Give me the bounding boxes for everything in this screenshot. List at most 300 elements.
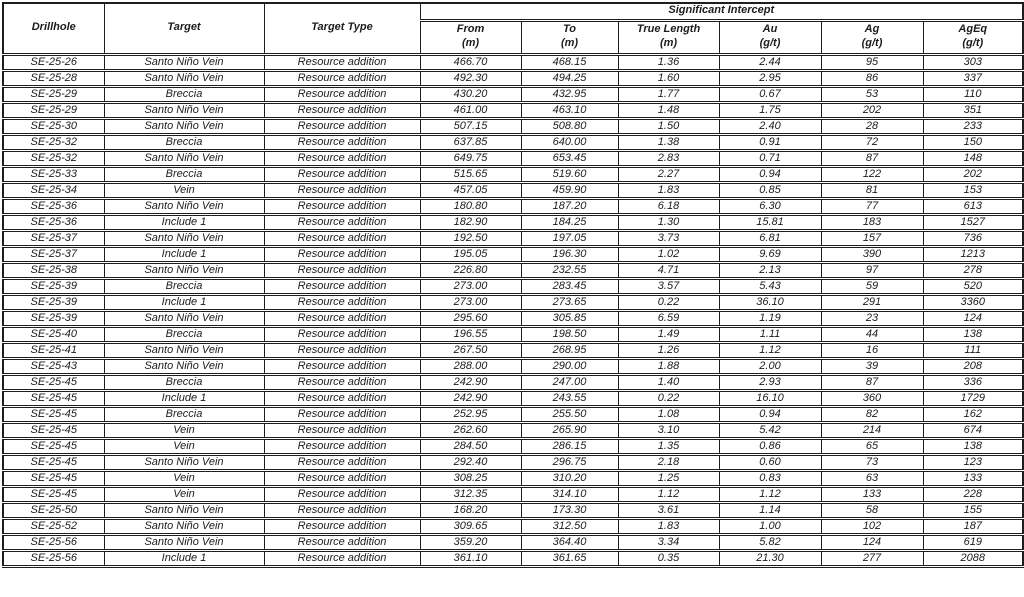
target-type-cell: Resource addition	[264, 486, 420, 502]
drillhole-cell: SE-25-40	[3, 326, 104, 342]
target-cell: Santo Niño Vein	[104, 454, 264, 470]
true-length-cell: 2.18	[618, 454, 719, 470]
drillhole-cell: SE-25-45	[3, 470, 104, 486]
table-row	[3, 102, 1023, 118]
drillhole-cell: SE-25-50	[3, 502, 104, 518]
ag-cell: 28	[821, 118, 923, 134]
target-type-cell: Resource addition	[264, 214, 420, 230]
to-cell: 312.50	[521, 518, 618, 534]
target-type-cell: Resource addition	[264, 70, 420, 86]
from-cell: 312.35	[420, 486, 521, 502]
target-cell: Include 1	[104, 214, 264, 230]
target-cell: Santo Niño Vein	[104, 310, 264, 326]
target-type-cell: Resource addition	[264, 86, 420, 102]
true-length-cell: 1.08	[618, 406, 719, 422]
ag-cell: 157	[821, 230, 923, 246]
true-length-cell: 1.02	[618, 246, 719, 262]
column-header-ageq-label: AgEq	[958, 23, 988, 36]
significant-intercepts-table	[2, 2, 1024, 568]
au-cell: 2.00	[719, 358, 821, 374]
table-row	[3, 214, 1023, 230]
from-cell: 252.95	[420, 406, 521, 422]
target-cell: Santo Niño Vein	[104, 534, 264, 550]
column-header-from	[420, 20, 521, 54]
drillhole-cell: SE-25-45	[3, 390, 104, 406]
column-header-true-length-label: True Length	[636, 23, 701, 36]
ageq-cell: 138	[923, 326, 1023, 342]
table-row	[3, 230, 1023, 246]
ageq-cell: 674	[923, 422, 1023, 438]
true-length-cell: 3.73	[618, 230, 719, 246]
ag-cell: 360	[821, 390, 923, 406]
target-type-cell: Resource addition	[264, 134, 420, 150]
ageq-cell: 303	[923, 54, 1023, 70]
ageq-cell: 336	[923, 374, 1023, 390]
to-cell: 198.50	[521, 326, 618, 342]
ageq-cell: 153	[923, 182, 1023, 198]
to-cell: 243.55	[521, 390, 618, 406]
table-row	[3, 278, 1023, 294]
ageq-cell: 233	[923, 118, 1023, 134]
ageq-cell: 124	[923, 310, 1023, 326]
drillhole-cell: SE-25-52	[3, 518, 104, 534]
drillhole-cell: SE-25-45	[3, 438, 104, 454]
true-length-cell: 6.59	[618, 310, 719, 326]
drillhole-cell: SE-25-38	[3, 262, 104, 278]
from-cell: 242.90	[420, 390, 521, 406]
target-cell: Breccia	[104, 406, 264, 422]
drillhole-cell: SE-25-45	[3, 422, 104, 438]
true-length-cell: 1.12	[618, 486, 719, 502]
true-length-cell: 2.83	[618, 150, 719, 166]
true-length-cell: 1.49	[618, 326, 719, 342]
table-row	[3, 374, 1023, 390]
ageq-cell: 1527	[923, 214, 1023, 230]
drillhole-cell: SE-25-34	[3, 182, 104, 198]
table-row	[3, 342, 1023, 358]
ageq-cell: 110	[923, 86, 1023, 102]
table-row	[3, 406, 1023, 422]
ag-cell: 102	[821, 518, 923, 534]
table-row	[3, 182, 1023, 198]
target-type-cell: Resource addition	[264, 438, 420, 454]
target-type-cell: Resource addition	[264, 230, 420, 246]
au-cell: 5.43	[719, 278, 821, 294]
ageq-cell: 278	[923, 262, 1023, 278]
drillhole-cell: SE-25-56	[3, 534, 104, 550]
from-cell: 192.50	[420, 230, 521, 246]
ageq-cell: 1729	[923, 390, 1023, 406]
table-row	[3, 294, 1023, 310]
from-cell: 196.55	[420, 326, 521, 342]
from-cell: 466.70	[420, 54, 521, 70]
true-length-cell: 0.22	[618, 390, 719, 406]
to-cell: 361.65	[521, 550, 618, 566]
column-header-ag	[821, 20, 923, 54]
au-cell: 2.95	[719, 70, 821, 86]
target-type-cell: Resource addition	[264, 310, 420, 326]
au-cell: 0.60	[719, 454, 821, 470]
target-type-cell: Resource addition	[264, 422, 420, 438]
table-row	[3, 422, 1023, 438]
ageq-cell: 351	[923, 102, 1023, 118]
true-length-cell: 1.83	[618, 518, 719, 534]
ag-cell: 87	[821, 150, 923, 166]
drillhole-cell: SE-25-36	[3, 214, 104, 230]
au-cell: 2.44	[719, 54, 821, 70]
from-cell: 295.60	[420, 310, 521, 326]
from-cell: 292.40	[420, 454, 521, 470]
to-cell: 197.05	[521, 230, 618, 246]
ageq-cell: 148	[923, 150, 1023, 166]
au-cell: 2.93	[719, 374, 821, 390]
drillhole-cell: SE-25-39	[3, 294, 104, 310]
column-header-au	[719, 20, 821, 54]
ag-cell: 73	[821, 454, 923, 470]
ag-cell: 390	[821, 246, 923, 262]
to-cell: 247.00	[521, 374, 618, 390]
ag-cell: 58	[821, 502, 923, 518]
au-cell: 1.12	[719, 342, 821, 358]
ag-cell: 59	[821, 278, 923, 294]
ageq-cell: 111	[923, 342, 1023, 358]
table-row	[3, 454, 1023, 470]
target-type-cell: Resource addition	[264, 390, 420, 406]
au-cell: 1.11	[719, 326, 821, 342]
target-cell: Vein	[104, 182, 264, 198]
ageq-cell: 736	[923, 230, 1023, 246]
to-cell: 173.30	[521, 502, 618, 518]
ag-cell: 86	[821, 70, 923, 86]
true-length-cell: 6.18	[618, 198, 719, 214]
column-header-ag-label: Ag	[864, 23, 880, 36]
table-row	[3, 262, 1023, 278]
target-cell: Santo Niño Vein	[104, 518, 264, 534]
true-length-cell: 1.48	[618, 102, 719, 118]
column-header-true-length	[618, 20, 719, 54]
au-cell: 1.12	[719, 486, 821, 502]
target-cell: Include 1	[104, 294, 264, 310]
true-length-cell: 3.10	[618, 422, 719, 438]
ag-cell: 81	[821, 182, 923, 198]
to-cell: 364.40	[521, 534, 618, 550]
ageq-cell: 162	[923, 406, 1023, 422]
drillhole-cell: SE-25-45	[3, 406, 104, 422]
table-row	[3, 54, 1023, 70]
table-row	[3, 118, 1023, 134]
to-cell: 314.10	[521, 486, 618, 502]
table-header	[3, 3, 1023, 54]
target-cell: Santo Niño Vein	[104, 262, 264, 278]
ag-cell: 95	[821, 54, 923, 70]
column-header-ag-unit: (g/t)	[861, 37, 883, 49]
target-cell: Santo Niño Vein	[104, 502, 264, 518]
target-type-cell: Resource addition	[264, 182, 420, 198]
au-cell: 5.82	[719, 534, 821, 550]
from-cell: 637.85	[420, 134, 521, 150]
target-cell: Breccia	[104, 86, 264, 102]
drillhole-cell: SE-25-37	[3, 230, 104, 246]
true-length-cell: 1.50	[618, 118, 719, 134]
to-cell: 310.20	[521, 470, 618, 486]
ag-cell: 16	[821, 342, 923, 358]
from-cell: 182.90	[420, 214, 521, 230]
ag-cell: 97	[821, 262, 923, 278]
ageq-cell: 208	[923, 358, 1023, 374]
target-type-cell: Resource addition	[264, 166, 420, 182]
target-cell: Santo Niño Vein	[104, 198, 264, 214]
to-cell: 640.00	[521, 134, 618, 150]
drillhole-cell: SE-25-32	[3, 134, 104, 150]
from-cell: 242.90	[420, 374, 521, 390]
drillhole-cell: SE-25-29	[3, 86, 104, 102]
ageq-cell: 2088	[923, 550, 1023, 566]
to-cell: 653.45	[521, 150, 618, 166]
au-cell: 0.94	[719, 166, 821, 182]
table-row	[3, 326, 1023, 342]
target-type-cell: Resource addition	[264, 534, 420, 550]
au-cell: 16.10	[719, 390, 821, 406]
table-row	[3, 502, 1023, 518]
target-cell: Santo Niño Vein	[104, 358, 264, 374]
au-cell: 2.40	[719, 118, 821, 134]
au-cell: 6.81	[719, 230, 821, 246]
to-cell: 232.55	[521, 262, 618, 278]
drillhole-cell: SE-25-28	[3, 70, 104, 86]
ageq-cell: 150	[923, 134, 1023, 150]
ageq-cell: 133	[923, 470, 1023, 486]
true-length-cell: 1.30	[618, 214, 719, 230]
target-type-cell: Resource addition	[264, 294, 420, 310]
true-length-cell: 1.36	[618, 54, 719, 70]
target-cell: Include 1	[104, 246, 264, 262]
au-cell: 2.13	[719, 262, 821, 278]
ag-cell: 183	[821, 214, 923, 230]
table-row	[3, 358, 1023, 374]
column-header-ageq-unit: (g/t)	[962, 37, 984, 49]
ag-cell: 65	[821, 438, 923, 454]
from-cell: 262.60	[420, 422, 521, 438]
target-cell: Breccia	[104, 134, 264, 150]
ag-cell: 72	[821, 134, 923, 150]
ageq-cell: 228	[923, 486, 1023, 502]
from-cell: 308.25	[420, 470, 521, 486]
target-cell: Include 1	[104, 390, 264, 406]
true-length-cell: 4.71	[618, 262, 719, 278]
to-cell: 184.25	[521, 214, 618, 230]
au-cell: 21.30	[719, 550, 821, 566]
from-cell: 457.05	[420, 182, 521, 198]
target-type-cell: Resource addition	[264, 262, 420, 278]
true-length-cell: 1.35	[618, 438, 719, 454]
to-cell: 494.25	[521, 70, 618, 86]
drillhole-cell: SE-25-32	[3, 150, 104, 166]
target-cell: Breccia	[104, 374, 264, 390]
table-row	[3, 438, 1023, 454]
table-row	[3, 134, 1023, 150]
target-type-cell: Resource addition	[264, 374, 420, 390]
ageq-cell: 520	[923, 278, 1023, 294]
true-length-cell: 3.34	[618, 534, 719, 550]
target-type-cell: Resource addition	[264, 342, 420, 358]
true-length-cell: 1.60	[618, 70, 719, 86]
from-cell: 284.50	[420, 438, 521, 454]
ag-cell: 122	[821, 166, 923, 182]
target-type-cell: Resource addition	[264, 454, 420, 470]
true-length-cell: 0.22	[618, 294, 719, 310]
table-row	[3, 470, 1023, 486]
au-cell: 1.14	[719, 502, 821, 518]
drillhole-cell: SE-25-36	[3, 198, 104, 214]
drillhole-cell: SE-25-45	[3, 374, 104, 390]
true-length-cell: 1.83	[618, 182, 719, 198]
from-cell: 361.10	[420, 550, 521, 566]
drillhole-cell: SE-25-45	[3, 486, 104, 502]
table-row	[3, 550, 1023, 566]
column-header-ageq	[923, 20, 1023, 54]
to-cell: 273.65	[521, 294, 618, 310]
au-cell: 0.67	[719, 86, 821, 102]
true-length-cell: 1.25	[618, 470, 719, 486]
ag-cell: 133	[821, 486, 923, 502]
target-cell: Santo Niño Vein	[104, 150, 264, 166]
target-cell: Include 1	[104, 550, 264, 566]
to-cell: 290.00	[521, 358, 618, 374]
from-cell: 267.50	[420, 342, 521, 358]
table-row	[3, 86, 1023, 102]
table-row	[3, 390, 1023, 406]
target-cell: Santo Niño Vein	[104, 342, 264, 358]
target-cell: Breccia	[104, 326, 264, 342]
to-cell: 268.95	[521, 342, 618, 358]
table-row	[3, 534, 1023, 550]
target-type-cell: Resource addition	[264, 518, 420, 534]
drillhole-cell: SE-25-41	[3, 342, 104, 358]
target-cell: Vein	[104, 422, 264, 438]
target-type-cell: Resource addition	[264, 118, 420, 134]
table-row	[3, 310, 1023, 326]
from-cell: 507.15	[420, 118, 521, 134]
au-cell: 6.30	[719, 198, 821, 214]
drillhole-cell: SE-25-33	[3, 166, 104, 182]
from-cell: 430.20	[420, 86, 521, 102]
target-cell: Santo Niño Vein	[104, 102, 264, 118]
true-length-cell: 1.38	[618, 134, 719, 150]
ag-cell: 77	[821, 198, 923, 214]
ageq-cell: 155	[923, 502, 1023, 518]
to-cell: 265.90	[521, 422, 618, 438]
column-header-to-label: To	[562, 23, 577, 36]
target-type-cell: Resource addition	[264, 502, 420, 518]
ageq-cell: 613	[923, 198, 1023, 214]
drillhole-cell: SE-25-26	[3, 54, 104, 70]
target-cell: Santo Niño Vein	[104, 54, 264, 70]
ageq-cell: 337	[923, 70, 1023, 86]
from-cell: 461.00	[420, 102, 521, 118]
column-header-au-unit: (g/t)	[759, 37, 781, 49]
ag-cell: 87	[821, 374, 923, 390]
au-cell: 1.75	[719, 102, 821, 118]
ageq-cell: 619	[923, 534, 1023, 550]
target-type-cell: Resource addition	[264, 358, 420, 374]
from-cell: 288.00	[420, 358, 521, 374]
to-cell: 305.85	[521, 310, 618, 326]
ageq-cell: 3360	[923, 294, 1023, 310]
au-cell: 0.71	[719, 150, 821, 166]
ageq-cell: 123	[923, 454, 1023, 470]
target-type-cell: Resource addition	[264, 550, 420, 566]
drillhole-cell: SE-25-39	[3, 310, 104, 326]
column-group-header-significant-intercept: Significant Intercept	[420, 3, 1023, 20]
column-header-from-unit: (m)	[461, 37, 480, 49]
column-header-target: Target	[104, 3, 264, 54]
true-length-cell: 1.40	[618, 374, 719, 390]
column-header-target-type: Target Type	[264, 3, 420, 54]
true-length-cell: 1.26	[618, 342, 719, 358]
au-cell: 15.81	[719, 214, 821, 230]
drillhole-cell: SE-25-30	[3, 118, 104, 134]
drillhole-cell: SE-25-45	[3, 454, 104, 470]
to-cell: 432.95	[521, 86, 618, 102]
target-type-cell: Resource addition	[264, 150, 420, 166]
au-cell: 0.91	[719, 134, 821, 150]
table-row	[3, 198, 1023, 214]
to-cell: 286.15	[521, 438, 618, 454]
drillhole-cell: SE-25-39	[3, 278, 104, 294]
target-cell: Santo Niño Vein	[104, 230, 264, 246]
target-cell: Vein	[104, 438, 264, 454]
from-cell: 180.80	[420, 198, 521, 214]
true-length-cell: 2.27	[618, 166, 719, 182]
to-cell: 255.50	[521, 406, 618, 422]
ageq-cell: 202	[923, 166, 1023, 182]
true-length-cell: 3.61	[618, 502, 719, 518]
true-length-cell: 3.57	[618, 278, 719, 294]
au-cell: 36.10	[719, 294, 821, 310]
table-row	[3, 70, 1023, 86]
target-cell: Vein	[104, 470, 264, 486]
to-cell: 463.10	[521, 102, 618, 118]
from-cell: 195.05	[420, 246, 521, 262]
ageq-cell: 1213	[923, 246, 1023, 262]
target-type-cell: Resource addition	[264, 278, 420, 294]
from-cell: 515.65	[420, 166, 521, 182]
au-cell: 0.86	[719, 438, 821, 454]
ag-cell: 202	[821, 102, 923, 118]
au-cell: 1.19	[719, 310, 821, 326]
table-row	[3, 246, 1023, 262]
from-cell: 273.00	[420, 278, 521, 294]
target-type-cell: Resource addition	[264, 198, 420, 214]
ag-cell: 291	[821, 294, 923, 310]
to-cell: 283.45	[521, 278, 618, 294]
from-cell: 273.00	[420, 294, 521, 310]
column-header-to-unit: (m)	[560, 37, 579, 49]
table-row	[3, 518, 1023, 534]
to-cell: 296.75	[521, 454, 618, 470]
au-cell: 9.69	[719, 246, 821, 262]
to-cell: 187.20	[521, 198, 618, 214]
column-header-au-label: Au	[762, 23, 778, 36]
drillhole-cell: SE-25-37	[3, 246, 104, 262]
from-cell: 168.20	[420, 502, 521, 518]
target-type-cell: Resource addition	[264, 246, 420, 262]
to-cell: 508.80	[521, 118, 618, 134]
column-header-true-length-unit: (m)	[659, 37, 678, 49]
ag-cell: 277	[821, 550, 923, 566]
to-cell: 196.30	[521, 246, 618, 262]
drillhole-cell: SE-25-56	[3, 550, 104, 566]
